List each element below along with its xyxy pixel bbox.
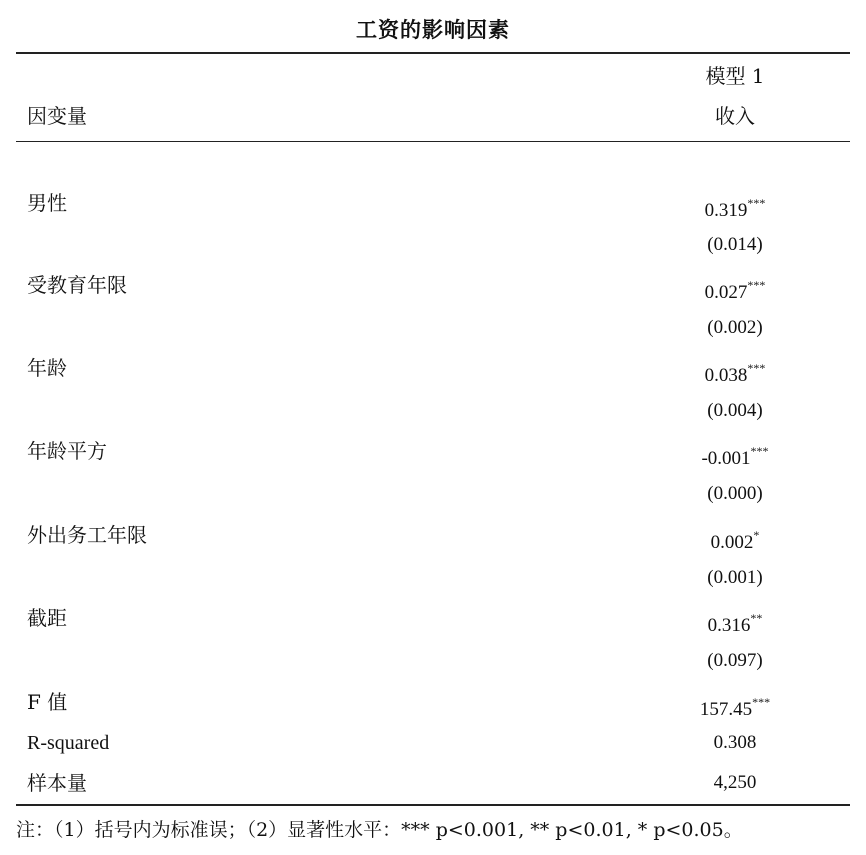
top-rule [16,52,850,54]
coef-value: 0.038 [704,365,748,386]
stat-r-squared: 0.308 [713,732,757,753]
coef-value: 0.316 [707,615,751,636]
row-label-intercept: 截距 [27,606,67,630]
coef-value: 0.002 [710,532,754,553]
significance-stars: ** [750,611,763,625]
coef-age [620,356,850,388]
coef-value: -0.001 [701,448,751,469]
header-rule [16,141,850,142]
stat-label-r-squared: R-squared [27,732,110,754]
se-migrant-work-years: (0.001) [707,567,763,588]
table-note: 注：（1）括号内为标准误；（2）显著性水平：*** p<0.001, ** p<0.01, * p<0.05。 [16,819,743,841]
row-label-age: 年龄 [27,356,67,380]
coef-intercept [620,606,850,638]
bottom-rule [16,804,850,806]
significance-stars: *** [752,695,771,709]
row-label-education-years: 受教育年限 [27,273,127,297]
coef-male [620,191,850,223]
model-label: 模型 1 [705,64,765,88]
se-male: (0.014) [707,234,763,255]
significance-stars: *** [750,444,769,458]
model-outcome-label: 收入 [715,104,755,128]
dependent-variable-label: 因变量 [27,104,87,128]
coef-education-years [620,273,850,305]
stat-value: 157.45 [699,699,753,720]
stat-label-f-value: F 值 [27,690,68,714]
row-label-male: 男性 [27,191,67,215]
stat-f-value [620,690,850,722]
se-age-squared: (0.000) [707,483,763,504]
stat-label-sample-size: 样本量 [27,771,87,795]
coef-value: 0.319 [704,200,748,221]
coef-migrant-work-years [620,523,850,555]
row-label-migrant-work-years: 外出务工年限 [27,523,147,547]
se-education-years: (0.002) [707,317,763,338]
row-label-age-squared: 年龄平方 [27,439,107,463]
table-title: 工资的影响因素 [356,17,510,42]
coef-value: 0.027 [704,282,748,303]
significance-stars: *** [747,361,766,375]
significance-stars: *** [747,196,766,210]
significance-stars: *** [747,278,766,292]
stat-sample-size: 4,250 [713,772,757,793]
coef-age-squared [620,439,850,471]
significance-stars: * [753,528,760,542]
se-age: (0.004) [707,400,763,421]
se-intercept: (0.097) [707,650,763,671]
